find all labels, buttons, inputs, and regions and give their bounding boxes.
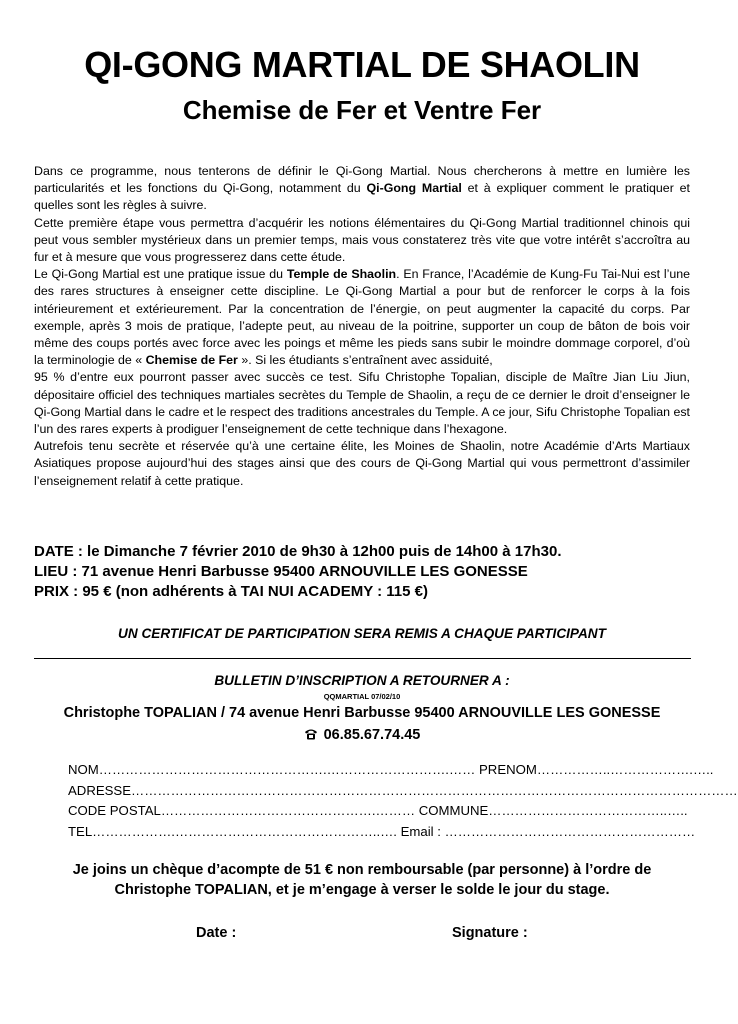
signature-label: Signature : [452, 925, 528, 941]
event-price: PRIX : 95 € (non adhérents à TAI NUI ACADEMY : 115 €) [34, 583, 428, 600]
bulletin-title: BULLETIN D’INSCRIPTION A RETOURNER A : [214, 673, 510, 688]
bulletin-phone [0, 727, 724, 743]
page-title: QI-GONG MARTIAL DE SHAOLIN [84, 44, 640, 85]
intro-text [34, 163, 690, 490]
form-postal-row[interactable]: CODE POSTAL………………………………………….……… COMMUNE…………………………………..….. [68, 803, 688, 818]
certificate-notice: UN CERTIFICAT DE PARTICIPATION SERA REMIS A CHAQUE PARTICIPANT [118, 626, 606, 641]
intro-paragraph-1: Dans ce programme, nous tenterons de définir le Qi-Gong Martial. Nous chercherons à mettre en lumière les particularités et les fonctions du Qi-Gong, notamment du Qi-Gong Martial et à expliquer comment le pratiquer et quelles sont les règles à suivre. [34, 164, 690, 213]
form-name-row[interactable]: NOM…………………………………………….……………………….…… PRENOM……………..……………….….. [68, 762, 714, 777]
page-subtitle: Chemise de Fer et Ventre Fer [182, 95, 542, 125]
section-divider [34, 658, 691, 659]
form-address-row[interactable]: ADRESSE………………………………………………………………………………………………………………………… [68, 782, 738, 798]
intro-paragraph-5: Autrefois tenu secrète et réservée qu’à une certaine élite, les Moines de Shaolin, notre Académie d’Arts Martiaux Asiatiques propose aujourd’hui des stages ainsi que des cours de Qi-Gong Martial qui vous permettront d’assimiler l’enseignement relatif à cette pratique. [34, 439, 690, 488]
phone-number: 06.85.67.74.45 [323, 727, 421, 743]
registration-form [68, 760, 738, 842]
date-label: Date : [196, 925, 237, 941]
emphasis-chemise-de-fer: Chemise de Fer [145, 353, 238, 368]
emphasis-qigong-martial: Qi-Gong Martial [366, 181, 462, 196]
intro-paragraph-3: Le Qi-Gong Martial est une pratique issue du Temple de Shaolin. En France, l’Académie de Kung-Fu Tai-Nui est l’une des rares structures à enseigner cette discipline. Le Qi-Gong Martial a pour but de renforcer le corps à la fois intérieurement et extérieurement. Par la concentration de l’énergie, on peut augmenter la capacité du corps. Par exemple, après 3 mois de pratique, l’adepte peut, au niveau de la poitrine, supporter un coup de bâton de bois voir même des coups portés avec force avec les poings et même les pieds sans subir le moindre dommage corporel, d’où la terminologie de « Chemise de Fer ». Si les étudiants s’entraînent avec assiduité, [34, 267, 690, 368]
bulletin-address: Christophe TOPALIAN / 74 avenue Henri Barbusse 95400 ARNOUVILLE LES GONESSE [63, 705, 661, 721]
event-place: LIEU : 71 avenue Henri Barbusse 95400 ARNOUVILLE LES GONESSE [34, 563, 528, 580]
event-date: DATE : le Dimanche 7 février 2010 de 9h30 à 12h00 puis de 14h00 à 17h30. [34, 543, 562, 560]
bulletin-reference: QQMARTIAL 07/02/10 [323, 692, 401, 701]
intro-paragraph-2: Cette première étape vous permettra d’acquérir les notions élémentaires du Qi-Gong Martial traditionnel chinois qui peut vous sembler mystérieux dans un premier temps, mais vous constaterez très vite que votre intérêt s’accroîtra au fur et à mesure que vous progresserez dans cette étude. [34, 215, 690, 265]
emphasis-temple-de-shaolin: Temple de Shaolin [286, 267, 397, 282]
intro-paragraph-4: 95 % d’entre eux pourront passer avec succès ce test. Sifu Christophe Topalian, disciple de Maître Jian Liu Jiun, dépositaire officiel des techniques martiales secrètes du Temple de Shaolin, a reçu de ce dernier le droit d’enseigner le Qi-Gong Martial dans le cadre et le respect des traditions ancestrales du Temple. A ce jour, Sifu Christophe Topalian est l’un des rares experts à prodiguer l’enseignement de cette technique dans l’hexagone. [34, 370, 690, 437]
telephone-icon [304, 728, 318, 740]
event-info [34, 542, 694, 602]
form-contact-row[interactable]: TEL……………….………………………………………..…. Email : ………………………………………………… [68, 823, 696, 839]
deposit-notice: Je joins un chèque d’acompte de 51 € non remboursable (par personne) à l’ordre de Christophe TOPALIAN, et je m’engage à verser le solde le jour du stage. [72, 862, 652, 898]
